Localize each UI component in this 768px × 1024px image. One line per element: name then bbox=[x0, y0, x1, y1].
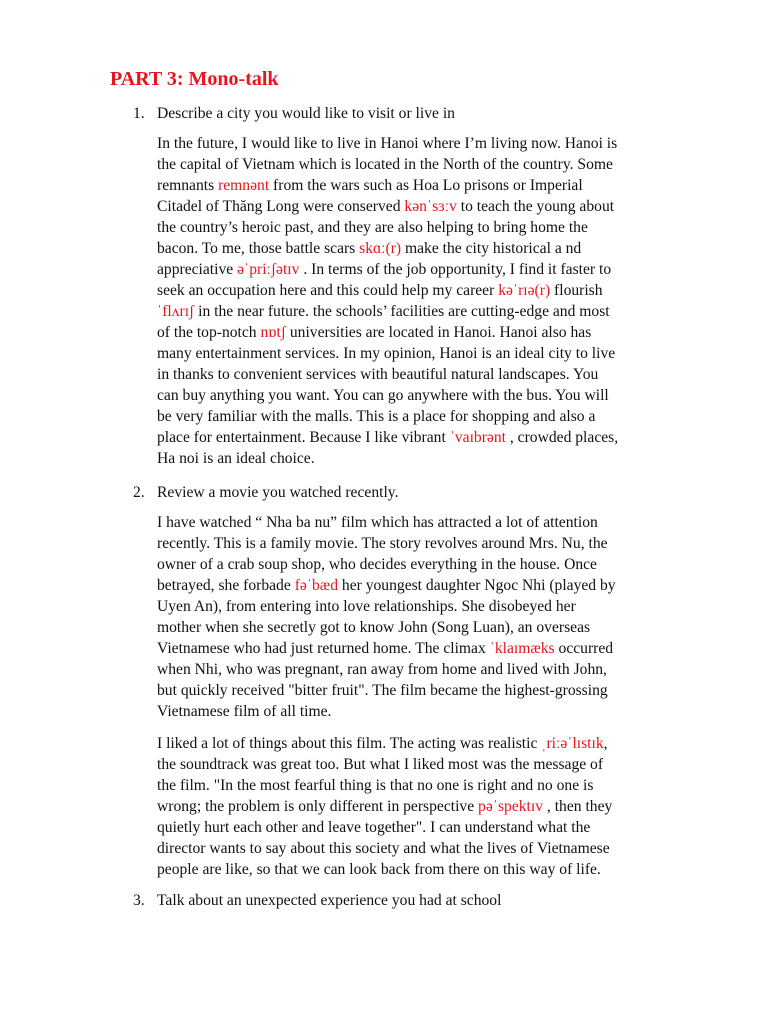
text-run: mother when she secretly got to know John (Song Luan), an overseas bbox=[157, 619, 591, 636]
question-3 bbox=[133, 890, 502, 911]
text-run: , then they bbox=[543, 798, 613, 815]
text-line bbox=[157, 796, 702, 817]
text-run: I have watched “ Nha ba nu” film which has attracted a lot of attention bbox=[157, 514, 598, 531]
text-run: recently. This is a family movie. The story revolves around Mrs. Nu, the bbox=[157, 535, 608, 552]
part-heading: PART 3: Mono-talk bbox=[110, 68, 279, 90]
text-run: Vietnamese film of all time. bbox=[157, 703, 332, 720]
text-run: director wants to say about this society and what the lives of Vietnamese bbox=[157, 840, 610, 857]
text-run: Citadel of Thăng Long were conserved bbox=[157, 198, 405, 215]
text-run: to teach the young about bbox=[456, 198, 615, 215]
ipa-transcription: ˌriːəˈlɪstɪk bbox=[541, 735, 604, 752]
question-number: 1. bbox=[133, 105, 145, 122]
text-line bbox=[157, 427, 702, 448]
answer-paragraph bbox=[157, 733, 702, 880]
ipa-transcription: fəˈbæd bbox=[294, 577, 338, 594]
ipa-transcription: skɑː(r) bbox=[359, 240, 402, 257]
text-line bbox=[157, 133, 702, 154]
question-title: Review a movie you watched recently. bbox=[157, 484, 399, 501]
text-line bbox=[157, 733, 702, 754]
text-run: the film. "In the most fearful thing is that no one is right and no one is bbox=[157, 777, 594, 794]
text-run: Ha noi is an ideal choice. bbox=[157, 450, 315, 467]
text-run: owner of a crab soup shop, who decides everything in the house. Once bbox=[157, 556, 597, 573]
text-line bbox=[157, 238, 702, 259]
text-line bbox=[157, 638, 702, 659]
text-line bbox=[157, 364, 702, 385]
text-run: in the near future. the schools’ facilities are cutting-edge and most bbox=[194, 303, 610, 320]
text-run: betrayed, she forbade bbox=[157, 577, 295, 594]
text-run: seek an occupation here and this could help my career bbox=[157, 282, 499, 299]
ipa-transcription: nɒtʃ bbox=[260, 324, 286, 341]
text-line bbox=[157, 406, 702, 427]
text-line bbox=[157, 512, 702, 533]
text-run: , bbox=[603, 735, 608, 752]
question-number: 3. bbox=[133, 892, 145, 909]
text-run: the soundtrack was great too. But what I liked most was the message of bbox=[157, 756, 604, 773]
text-line bbox=[157, 859, 702, 880]
text-line bbox=[157, 343, 702, 364]
text-run: of the top-notch bbox=[157, 324, 261, 341]
ipa-transcription: ˈklaɪmæks bbox=[489, 640, 555, 657]
text-run: , crowded places, bbox=[505, 429, 619, 446]
text-line bbox=[157, 448, 702, 469]
text-run: remnants bbox=[157, 177, 219, 194]
ipa-transcription: ˈvaɪbrənt bbox=[449, 429, 506, 446]
text-run: the country’s heroic past, and they are also helping to bring home the bbox=[157, 219, 588, 236]
ipa-transcription: ˈflʌrɪʃ bbox=[157, 303, 195, 320]
text-line bbox=[157, 775, 702, 796]
question-title: Describe a city you would like to visit or live in bbox=[157, 105, 455, 122]
text-line bbox=[157, 259, 702, 280]
text-line bbox=[157, 838, 702, 859]
question-title: Talk about an unexpected experience you had at school bbox=[157, 892, 502, 909]
text-run: I liked a lot of things about this film. The acting was realistic bbox=[157, 735, 542, 752]
text-run: universities are located in Hanoi. Hanoi also has bbox=[285, 324, 592, 341]
text-run: the capital of Vietnam which is located in the North of the country. Some bbox=[157, 156, 613, 173]
question-2 bbox=[133, 482, 399, 503]
answer-paragraph bbox=[157, 133, 702, 469]
text-run: but quickly received "bitter fruit". The film became the highest-grossing bbox=[157, 682, 608, 699]
text-run: flourish bbox=[550, 282, 603, 299]
ipa-transcription: remnənt bbox=[218, 177, 270, 194]
text-run: make the city historical a nd bbox=[401, 240, 582, 257]
text-run: from the wars such as Hoa Lo prisons or Imperial bbox=[269, 177, 583, 194]
text-line bbox=[157, 680, 702, 701]
text-line bbox=[157, 659, 702, 680]
question-1 bbox=[133, 103, 455, 124]
ipa-transcription: kənˈsɜːv bbox=[404, 198, 457, 215]
text-line bbox=[157, 280, 702, 301]
text-run: people are like, so that we can look back from there on this way of life. bbox=[157, 861, 601, 878]
text-run: many entertainment services. In my opinion, Hanoi is an ideal city to live bbox=[157, 345, 616, 362]
text-run: Vietnamese who had just returned home. The climax bbox=[157, 640, 490, 657]
text-run: In the future, I would like to live in Hanoi where I’m living now. Hanoi is bbox=[157, 135, 618, 152]
text-run: Uyen An), from entering into love relationships. She disobeyed her bbox=[157, 598, 576, 615]
text-run: in thanks to convenient services with beautiful natural landscapes. You bbox=[157, 366, 599, 383]
text-line bbox=[157, 533, 702, 554]
text-line bbox=[157, 554, 702, 575]
ipa-transcription: pəˈspektɪv bbox=[478, 798, 544, 815]
text-line bbox=[157, 175, 702, 196]
text-line bbox=[157, 154, 702, 175]
text-line bbox=[157, 301, 702, 322]
text-line bbox=[157, 817, 702, 838]
text-run: . In terms of the job opportunity, I find it faster to bbox=[299, 261, 612, 278]
text-line bbox=[157, 217, 702, 238]
text-run: when Nhi, who was pregnant, ran away from home and lived with John, bbox=[157, 661, 607, 678]
ipa-transcription: kəˈrɪə(r) bbox=[498, 282, 551, 299]
text-run: be very familiar with the malls. This is a place for shopping and also a bbox=[157, 408, 596, 425]
text-run: can buy anything you want. You can go anywhere with the bus. You will bbox=[157, 387, 609, 404]
text-run: place for entertainment. Because I like vibrant bbox=[157, 429, 450, 446]
text-run: her youngest daughter Ngoc Nhi (played by bbox=[338, 577, 616, 594]
text-run: appreciative bbox=[157, 261, 238, 278]
ipa-transcription: əˈpriːʃətɪv bbox=[237, 261, 300, 278]
text-line bbox=[157, 617, 702, 638]
text-line bbox=[157, 322, 702, 343]
text-line bbox=[157, 754, 702, 775]
text-line bbox=[157, 575, 702, 596]
text-line bbox=[157, 385, 702, 406]
text-line bbox=[157, 196, 702, 217]
answer-paragraph bbox=[157, 512, 702, 722]
text-run: occurred bbox=[554, 640, 614, 657]
text-line bbox=[157, 596, 702, 617]
text-run: wrong; the problem is only different in perspective bbox=[157, 798, 479, 815]
text-run: quietly hurt each other and leave together". I can understand what the bbox=[157, 819, 591, 836]
question-number: 2. bbox=[133, 484, 145, 501]
text-run: bacon. To me, those battle scars bbox=[157, 240, 360, 257]
text-line bbox=[157, 701, 702, 722]
